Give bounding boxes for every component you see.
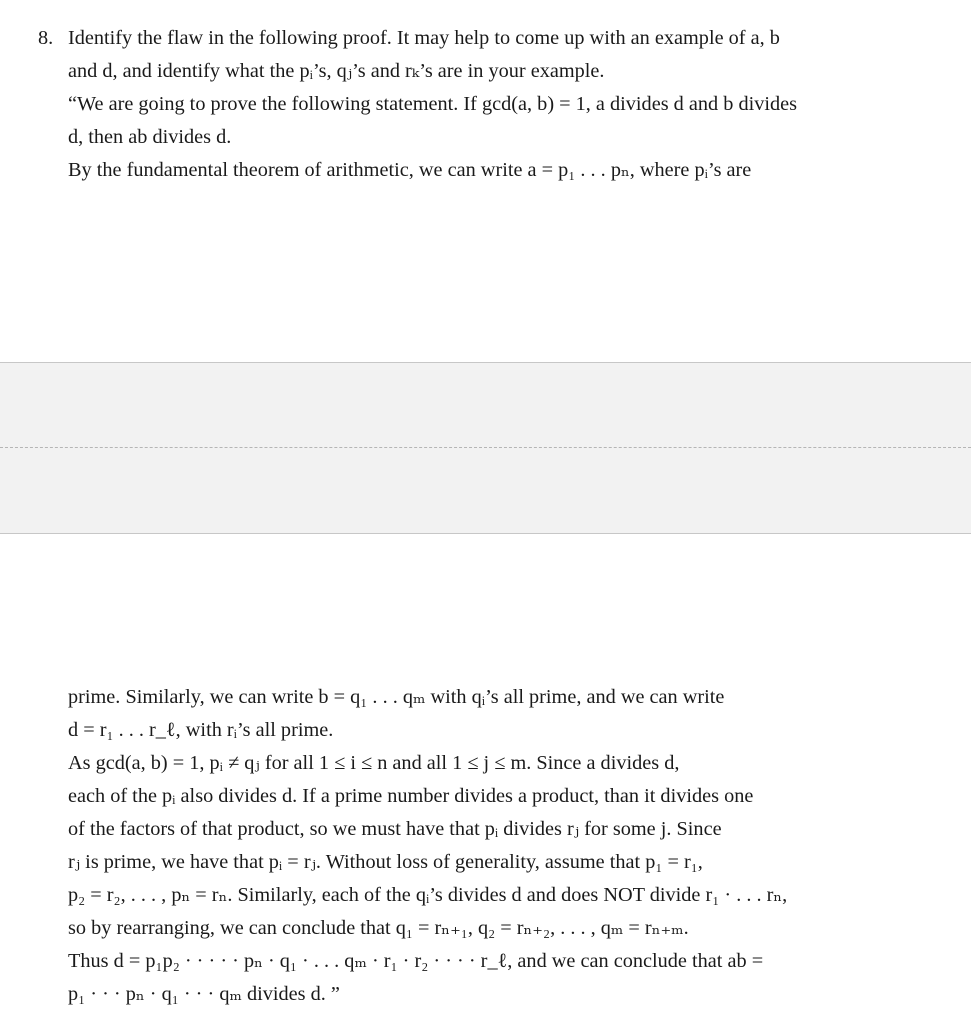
page-break-band <box>0 362 971 534</box>
proof-line-10: p₁ · · · pₙ · q₁ · · · qₘ divides d. ” <box>68 983 340 1005</box>
problem-bottom-block <box>68 681 892 1011</box>
proof-line-5: of the factors of that product, so we must have that pᵢ divides rⱼ for some j. Since <box>68 818 722 840</box>
quote-line-2: d, then ab divides d. <box>68 126 232 148</box>
intro-line-1: Identify the flaw in the following proof. It may help to come up with an example of a, b <box>68 27 780 49</box>
intro-line-2: and d, and identify what the pᵢ’s, qⱼ’s and rₖ’s are in your example. <box>68 60 605 82</box>
proof-line-8: so by rearranging, we can conclude that q₁ = rₙ₊₁, q₂ = rₙ₊₂, . . . , qₘ = rₙ₊ₘ. <box>68 917 689 939</box>
proof-line-9: Thus d = p₁p₂ · · · · · pₙ · q₁ · . . . qₘ · r₁ · r₂ · · · · r_ℓ, and we can conclude that ab = <box>68 950 764 972</box>
quote-line-3: By the fundamental theorem of arithmetic, we can write a = p₁ . . . pₙ, where pᵢ’s are <box>68 159 752 181</box>
proof-line-3: As gcd(a, b) = 1, pᵢ ≠ qⱼ for all 1 ≤ i ≤ n and all 1 ≤ j ≤ m. Since a divides d, <box>68 752 680 774</box>
proof-line-6: rⱼ is prime, we have that pᵢ = rⱼ. Without loss of generality, assume that p₁ = r₁, <box>68 851 703 873</box>
proof-line-4: each of the pᵢ also divides d. If a prime number divides a product, than it divides one <box>68 785 754 807</box>
problem-top-block <box>38 22 892 187</box>
proof-line-7: p₂ = r₂, . . . , pₙ = rₙ. Similarly, each of the qᵢ’s divides d and does NOT divide r₁ · . . . rₙ, <box>68 884 788 906</box>
quote-line-1: “We are going to prove the following statement. If gcd(a, b) = 1, a divides d and b divides <box>68 93 798 115</box>
page-break-dashed-line <box>0 447 971 448</box>
proof-line-2: d = r₁ . . . r_ℓ, with rᵢ’s all prime. <box>68 719 334 741</box>
proof-line-1: prime. Similarly, we can write b = q₁ . . . qₘ with qᵢ’s all prime, and we can write <box>68 686 725 708</box>
problem-number: 8. <box>38 27 54 49</box>
